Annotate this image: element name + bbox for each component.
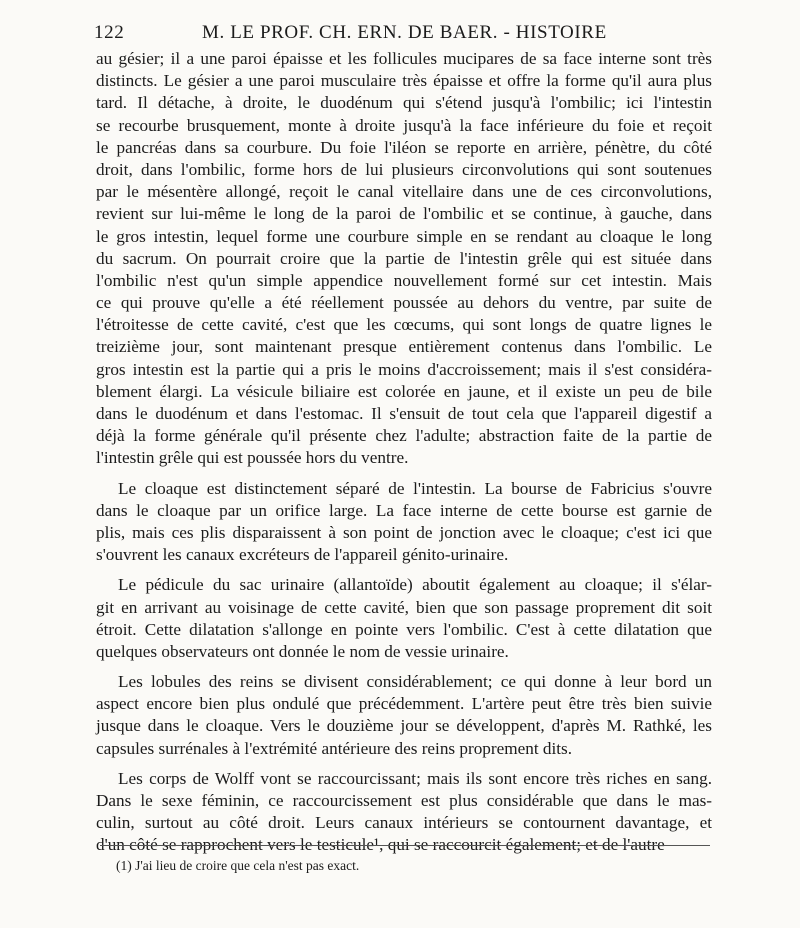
text-line: Les lobules des reins se divisent considérablement; ce qui donne à leur bord un — [118, 672, 712, 692]
text-line: treizième jour, sont maintenant presque entièrement contenus dans l'ombilic. Le — [96, 337, 712, 357]
text-line: tard. Il détache, à droite, le duodénum qui s'étend jusqu'à l'ombilic; ici l'intestin — [96, 93, 712, 113]
text-line: Le pédicule du sac urinaire (allantoïde) aboutit également au cloaque; il s'élar- — [118, 575, 712, 595]
text-line: jusque dans le cloaque. Vers le douzième jour se développent, d'après M. Rathké, les — [96, 716, 712, 736]
text-line: gros intestin est la partie qui a pris le moins d'accroissement; mais il s'est considéra- — [96, 359, 712, 379]
text-line: distincts. Le gésier a une paroi musculaire très épaisse et offre la forme qu'il aura plus — [96, 71, 712, 91]
text-line: blement élargi. La vésicule biliaire est colorée en jaune, et il existe un peu de bile — [96, 381, 712, 401]
text-line: culin, surtout au côté droit. Leurs canaux intérieurs se contournent davantage, et — [96, 813, 712, 833]
text-line: le pancréas dans sa courbure. Du foie l'iléon se reporte en arrière, pénètre, du côté — [96, 137, 712, 157]
text-line: plis, mais ces plis disparaissent à son point de jonction avec le cloaque; c'est ici que — [96, 522, 712, 542]
paragraph — [96, 768, 712, 857]
paragraph — [96, 48, 712, 470]
text-line: par le mésentère allongé, reçoit le canal vitellaire dans une de ces circonvolutions, — [96, 182, 712, 202]
footnote-divider — [100, 845, 710, 846]
text-line: Dans le sexe féminin, ce raccourcissement est plus considérable que dans le mas- — [96, 791, 712, 810]
text-line: l'ombilic n'est qu'un simple appendice nouvellement formé sur cet intestin. Mais — [96, 270, 712, 290]
text-line: revient sur lui-même le long de la paroi de l'ombilic et se continue, à gauche, dans — [96, 204, 712, 224]
page-header — [94, 10, 716, 43]
text-line: Les corps de Wolff vont se raccourcissant; mais ils sont encore très riches en sang. — [118, 768, 712, 788]
text-line: étroit. Cette dilatation s'allonge en pointe vers l'ombilic. C'est à cette dilatation que — [96, 619, 712, 639]
text-line: quelques observateurs ont donnée le nom de vessie urinaire. — [96, 641, 509, 661]
body-text — [96, 48, 712, 865]
text-line: au gésier; il a une paroi épaisse et les follicules mucipares de sa face interne sont très — [96, 49, 712, 68]
page-number: 122 — [94, 22, 125, 43]
text-line: l'étroitesse de cette cavité, c'est que les cœcums, qui sont longs de quatre lignes le — [96, 315, 712, 335]
paragraph — [96, 574, 712, 663]
text-line: Le cloaque est distinctement séparé de l'intestin. La bourse de Fabricius s'ouvre — [118, 478, 712, 498]
footnote: (1) J'ai lieu de croire que cela n'est pas exact. — [116, 858, 360, 873]
text-line: l'intestin grêle qui est poussée hors du ventre. — [96, 448, 409, 468]
text-line: s'ouvrent les canaux excréteurs de l'appareil génito-urinaire. — [96, 545, 509, 565]
text-line: du sacrum. On pourrait croire que la partie de l'intestin grêle qui est située dans — [96, 248, 712, 268]
text-line: dans le duodénum et dans l'estomac. Il s'ensuit de tout cela que l'appareil digestif a — [96, 404, 712, 423]
text-line: déjà la forme générale qu'il présente chez l'adulte; abstraction faite de la partie de — [96, 426, 712, 446]
text-line: se recourbe brusquement, monte à droite jusqu'à la face inférieure du foie et reçoit — [96, 115, 712, 135]
text-line: dans le cloaque par un orifice large. La face interne de cette bourse est garnie de — [96, 500, 712, 520]
text-line: le gros intestin, lequel forme une courbure simple en se rendant au cloaque le long — [96, 226, 712, 246]
text-line: droit, dans l'ombilic, forme hors de lui plusieurs circonvolutions qui sont soutenues — [96, 159, 712, 179]
text-line: ce qui prouve qu'elle a été réellement poussée au dehors du ventre, par suite de — [96, 293, 712, 313]
text-line: capsules surrénales à l'extrémité antérieure des reins proprement dits. — [96, 738, 573, 758]
text-line: git en arrivant au voisinage de cette cavité, bien que son passage proprement dit soit — [96, 597, 712, 617]
paragraph — [96, 671, 712, 760]
text-line: d'un côté se rapprochent vers le testicule¹, qui se raccourcit également; et de l'autre — [96, 835, 665, 855]
paragraph — [96, 478, 712, 567]
running-title: M. LE PROF. CH. ERN. DE BAER. - HISTOIRE — [202, 22, 607, 43]
text-line: aspect encore bien plus ondulé que précédemment. L'artère peut être très bien suivie — [96, 694, 712, 714]
